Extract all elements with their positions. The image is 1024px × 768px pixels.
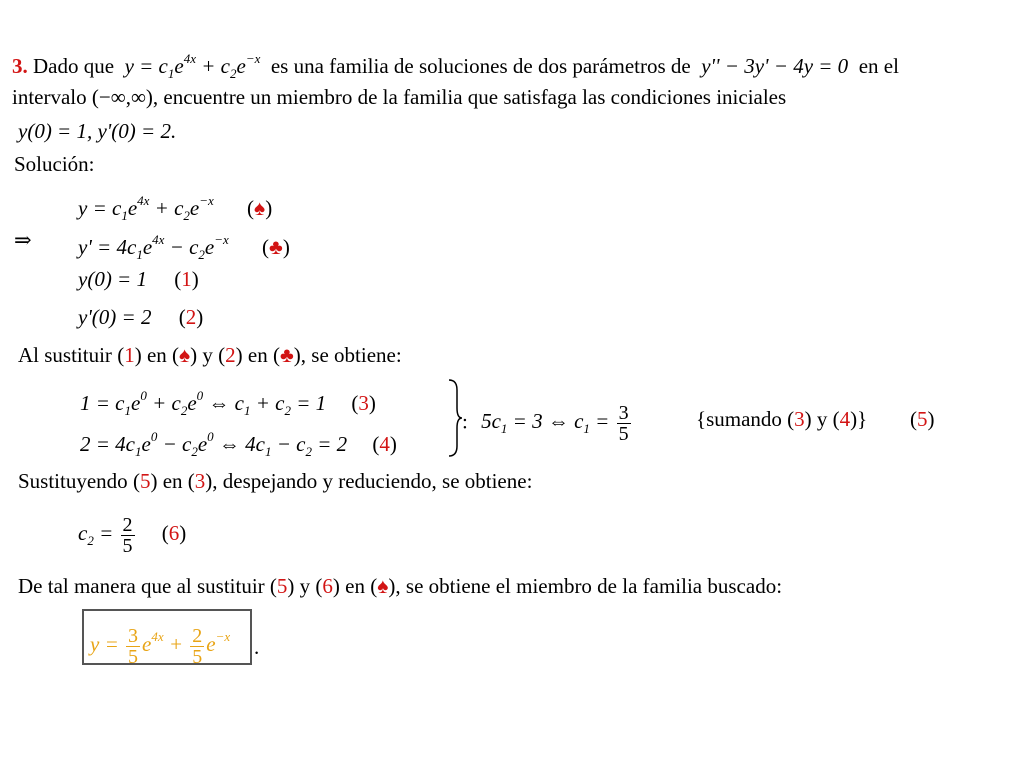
equation-4: $2 = 4c_1e^0 - c_2e^0$ ⇔ $4c_1 - c_2 = 2$ (4) [80, 429, 397, 459]
fraction-2-5-answer: $\frac{2}{5}$ [192, 624, 203, 668]
fraction-3-5: $\frac{3}{5}$ [618, 402, 629, 445]
equation-6: $c_2$ = $\frac{2}{5}$ (6) [78, 514, 187, 557]
general-solution-formula: $y = c_1e^{4x} + c_2e^{-x}$ [119, 51, 261, 81]
equation-2: y'(0) = 2 (2) [78, 305, 204, 329]
problem-statement-line-1 [12, 46, 899, 87]
system-result: : $5c_1 = 3$ ⇔ $c_1$ = $\frac{3}{5}$ [462, 402, 629, 445]
final-sentence: De tal manera que al sustituir (5) y (6) en (♠), se obtiene el miembro de la familia buscado: [18, 574, 783, 598]
problem-statement-line-2: intervalo (−∞,∞), encuentre un miembro de la familia que satisfaga las condiciones iniciales [12, 85, 787, 109]
initial-conditions: y(0) = 1, y'(0) = 2. [18, 119, 177, 143]
equation-spade: $y = c_1e^{4x} + c_2e^{-x}$ (♠) [78, 193, 273, 223]
equation-1: y(0) = 1 (1) [78, 267, 199, 291]
final-period: . [254, 635, 260, 659]
fraction-2-5: $\frac{2}{5}$ [122, 514, 133, 557]
problem-number: 3. [12, 54, 28, 78]
solution-label: Solución: [14, 152, 95, 176]
interval-prefix: en el [858, 54, 899, 78]
implies-arrow: ⇒ [14, 228, 32, 252]
sumando-note: {sumando (3) y (4)} [696, 407, 868, 431]
club-marker: (♣) [262, 235, 290, 259]
equation-3: $1 = c_1e^0 + c_2e^0$ ⇔ $c_1 + c_2 = 1$ (3) [80, 388, 376, 418]
fraction-3-5-answer: $\frac{3}{5}$ [128, 624, 138, 668]
substitution-sentence-2: Sustituyendo (5) en (3), despejando y reduciendo, se obtiene: [18, 469, 533, 493]
family-description: es una familia de soluciones de dos parámetros de [270, 54, 691, 78]
differential-equation: y'' − 3y' − 4y = 0 [695, 54, 854, 78]
equation-5-marker: (5) [910, 407, 935, 431]
equation-club: $y' = 4c_1e^{4x} - c_2e^{-x}$ (♣) [78, 232, 290, 262]
final-answer-box: y = $\frac{3}{5}$ $e^{4x}$ + $\frac{2}{5}$ $e^{-x}$ [82, 609, 252, 665]
intro-text: Dado que [33, 54, 115, 78]
substitution-sentence: Al sustituir (1) en (♠) y (2) en (♣), se obtiene: [18, 343, 402, 367]
spade-marker: (♠) [247, 196, 273, 220]
right-brace-icon [447, 378, 463, 458]
